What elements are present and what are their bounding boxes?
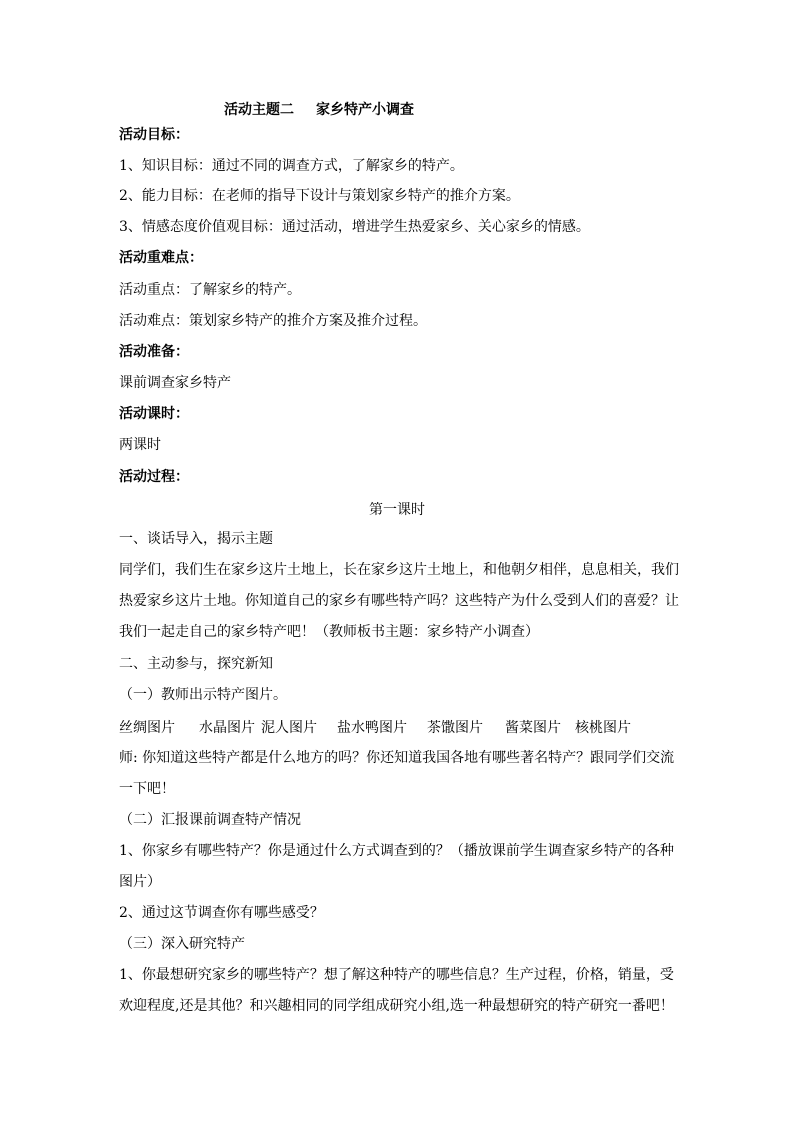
section-2-heading: 二、主动参与，探究新知 <box>119 656 273 672</box>
prep-text: 课前调查家乡特产 <box>119 375 231 391</box>
paragraph-1-line-2: 热爱家乡这片土地。你知道自己的家乡有哪些特产吗？这些特产为什么受到人们的喜爱？让 <box>119 593 679 609</box>
key-heading: 活动重难点： <box>119 250 203 266</box>
subsection-1-heading: （一）教师出示特产图片。 <box>119 687 287 703</box>
teacher-line-1: 师: 你知道这些特产都是什么地方的吗？你还知道我国各地有哪些著名特产？跟同学们交流 <box>119 750 675 766</box>
picture-item: 泥人图片 <box>261 720 317 736</box>
paragraph-1-line-1: 同学们，我们生在家乡这片土地上，长在家乡这片土地上，和他朝夕相伴，息息相关，我们 <box>119 562 679 578</box>
picture-item: 酱菜图片 <box>505 720 561 736</box>
key-point: 活动重点：了解家乡的特产。 <box>119 282 301 298</box>
teacher-line-2: 一下吧！ <box>119 781 175 797</box>
paragraph-1-line-3: 我们一起走自己的家乡特产吧！（教师板书主题：家乡特产小调查） <box>119 624 539 640</box>
goal-3: 3、情感态度价值观目标：通过活动，增进学生热爱家乡、关心家乡的情感。 <box>119 219 590 235</box>
title-part-2: 家乡特产小调查 <box>316 102 414 118</box>
goal-1: 1、知识目标：通过不同的调查方式，了解家乡的特产。 <box>119 158 464 174</box>
title-part-1: 活动主题二 <box>224 102 294 118</box>
picture-item: 水晶图片 <box>199 720 255 736</box>
picture-item: 丝绸图片 <box>119 720 175 736</box>
research-line-2: 欢迎程度,还是其他？和兴趣相同的同学组成研究小组,选一种最想研究的特产研究一番吧！ <box>119 998 674 1014</box>
subsection-3-heading: （三）深入研究特产 <box>119 936 245 952</box>
picture-item: 盐水鸭图片 <box>337 720 407 736</box>
difficult-point: 活动难点：策划家乡特产的推介方案及推介过程。 <box>119 313 427 329</box>
picture-item: 核桃图片 <box>575 720 631 736</box>
process-heading: 活动过程： <box>119 469 189 485</box>
section-1-heading: 一、谈话导入，揭示主题 <box>119 531 273 547</box>
goal-heading: 活动目标： <box>119 127 189 143</box>
subsection-2-heading: （二）汇报课前调查特产情况 <box>119 812 301 828</box>
question-2: 2、通过这节调查你有哪些感受？ <box>119 905 324 921</box>
hours-heading: 活动课时： <box>119 406 189 422</box>
goal-2: 2、能力目标：在老师的指导下设计与策划家乡特产的推介方案。 <box>119 188 520 204</box>
page-title <box>224 99 414 119</box>
research-line-1: 1、你最想研究家乡的哪些特产？想了解这种特产的哪些信息？生产过程，价格，销量，受 <box>119 967 674 983</box>
question-1-line-1: 1、你家乡有哪些特产？你是通过什么方式调查到的？（播放课前学生调查家乡特产的各种 <box>119 843 674 859</box>
question-1-line-2: 图片） <box>119 874 161 890</box>
prep-heading: 活动准备： <box>119 344 189 360</box>
lesson-1-heading: 第一课时 <box>369 502 425 518</box>
hours-text: 两课时 <box>119 437 161 453</box>
picture-item: 茶馓图片 <box>427 720 483 736</box>
